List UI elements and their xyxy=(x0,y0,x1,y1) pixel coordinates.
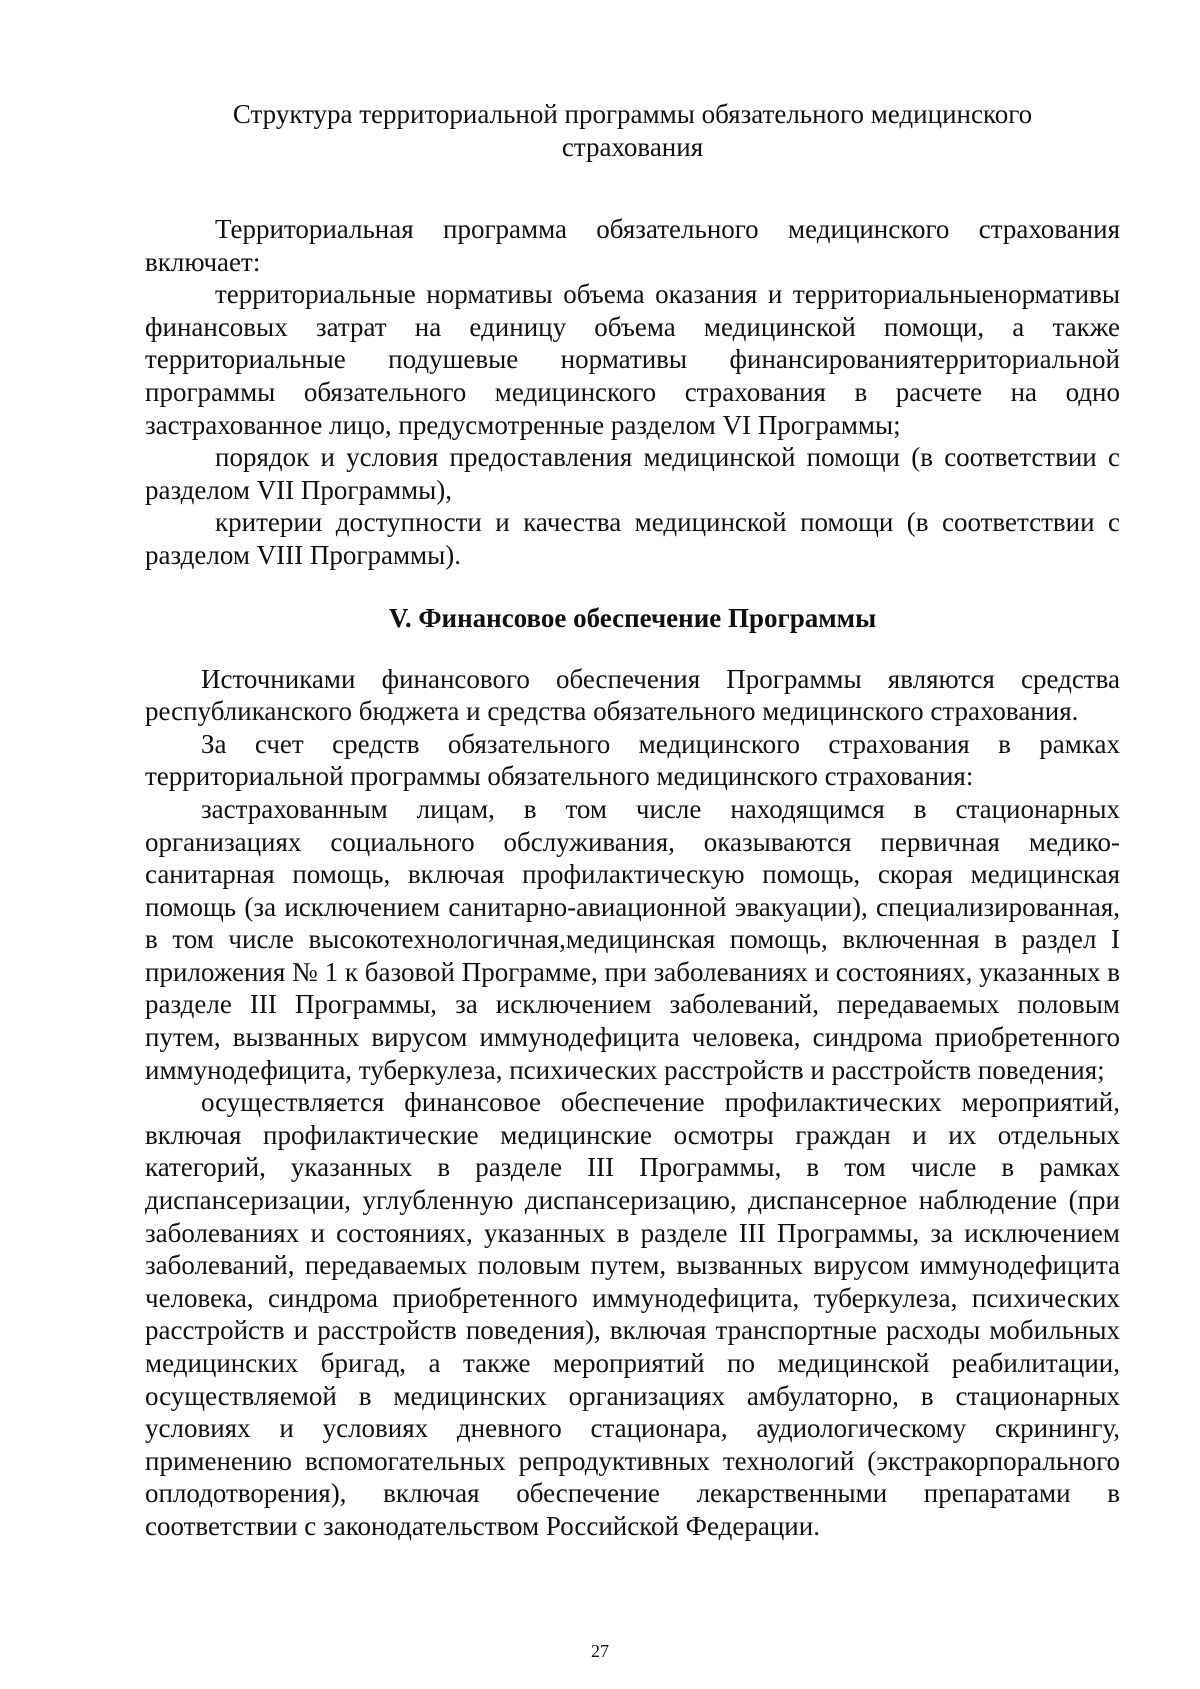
document-title-line-1: Структура территориальной программы обязательного медицинского xyxy=(232,99,1033,129)
section-heading: V. Финансовое обеспечение Программы xyxy=(388,602,877,633)
list-item-normatives: территориальные нормативы объема оказания и территориальныенормативы финансовых затрат на единицу объема медицинской помощи, а также территориальные подушевые нормативы финансированиятерриториальной программы обязательного медицинского страхования в расчете на одно застрахованное лицо, предусмотренные разделом VI Программы; xyxy=(145,279,1120,440)
document-title-line-2: страхования xyxy=(561,132,704,162)
list-item-procedure: порядок и условия предоставления медицинской помощи (в соответствии с разделом VII Программы), xyxy=(145,442,1120,505)
page-number: 27 xyxy=(591,1641,609,1661)
document-title xyxy=(145,98,1120,164)
list-item-criteria: критерии доступности и качества медицинской помощи (в соответствии с разделом VIII Программы). xyxy=(145,507,1120,570)
oms-intro-paragraph: За счет средств обязательного медицинского страхования в рамках территориальной программы обязательного медицинского страхования: xyxy=(145,728,1120,792)
oms-list-item-prevention: осуществляется финансовое обеспечение профилактических мероприятий, включая профилактические медицинские осмотры граждан и их отдельных категорий, указанных в разделе III Программы, в том числе в рамках диспансеризации, углубленную диспансеризацию, диспансерное наблюдение (при заболеваниях и состояниях, указанных в разделе III Программы, за исключением заболеваний, передаваемых половым путем, вызванных вирусом иммунодефицита человека, синдрома приобретенного иммунодефицита, туберкулеза, психических расстройств и расстройств поведения), включая транспортные расходы мобильных медицинских бригад, а также мероприятий по медицинской реабилитации, осуществляемой в медицинских организациях амбулаторно, в стационарных условиях и условиях дневного стационара, аудиологическому скринингу, применению вспомогательных репродуктивных технологий (экстракорпорального оплодотворения), включая обеспечение лекарственными препаратами в соответствии с законодательством Российской Федерации. xyxy=(145,1087,1120,1541)
oms-list-item-medical-care: застрахованным лицам, в том числе находящимся в стационарных организациях социального обслуживания, оказываются первичная медико-санитарная помощь, включая профилактическую помощь, скорая медицинская помощь (за исключением санитарно-авиационной эвакуации), специализированная, в том числе высокотехнологичная,медицинская помощь, включенная в раздел I приложения № 1 к базовой Программе, при заболеваниях и состояниях, указанных в разделе III Программы, за исключением заболеваний, передаваемых половым путем, вызванных вирусом иммунодефицита человека, синдрома приобретенного иммунодефицита, туберкулеза, психических расстройств и расстройств поведения; xyxy=(145,793,1120,1085)
sources-paragraph: Источниками финансового обеспечения Программы являются средства республиканского бюджета и средства обязательного медицинского страхования. xyxy=(145,663,1120,727)
intro-paragraph: Территориальная программа обязательного медицинского страхования включает: xyxy=(145,214,1120,277)
document-body xyxy=(145,98,1120,1543)
